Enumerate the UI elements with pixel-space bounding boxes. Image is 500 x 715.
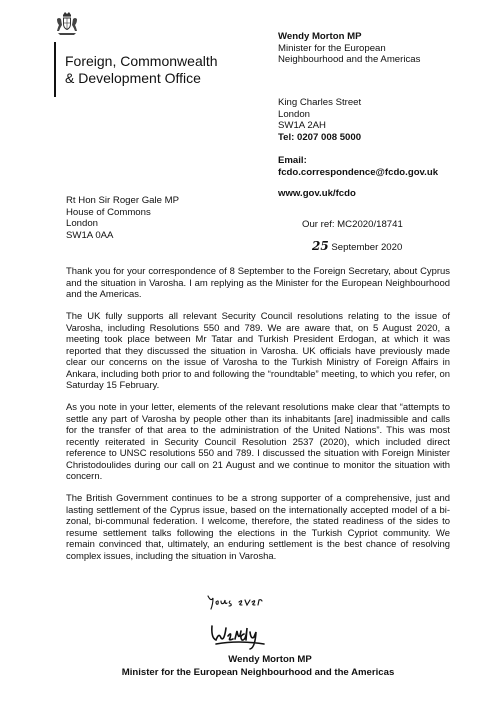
body-paragraph-4: The British Government continues to be a strong supporter of a comprehensive, just and lasting settlement of the Cyprus issue, based on the internationally accepted model of a bi-zonal, bi-communal federation. I welcome, therefore, the stated readiness of the sides to resume settlement talks following the elections in the Turkish Cypriot community. We remain convinced that, ultimately, an enduring settlement is the best chance of resolving complex issues, including the situation in Varosha. [66, 493, 450, 562]
sender-block [278, 31, 420, 66]
organisation-line-1: Foreign, Commonwealth [65, 53, 218, 69]
signature [208, 618, 288, 652]
letter-body [66, 266, 450, 573]
recipient-line-1: Rt Hon Sir Roger Gale MP [66, 195, 180, 206]
sender-address [278, 97, 361, 143]
body-paragraph-1: Thank you for your correspondence of 8 September to the Foreign Secretary, about Cyprus and the situation in Varosha. I am replying as the Minister for the European Neighbourhood and the Americas. [66, 266, 450, 300]
address-line-1: King Charles Street [278, 97, 362, 108]
email-address[interactable]: fcdo.correspondence@fcdo.gov.uk [278, 166, 439, 178]
date-month-year: September 2020 [328, 242, 403, 253]
address-line-2: London [278, 108, 311, 120]
sender-name: Wendy Morton MP [278, 31, 362, 42]
recipient-line-2: House of Commons [66, 206, 151, 218]
date-day-handwritten: 25 [312, 239, 329, 253]
website-link[interactable]: www.gov.uk/fcdo [278, 188, 356, 199]
body-paragraph-3: As you note in your letter, elements of the relevant resolutions make clear that “attempts to settle any part of Varosha by people other than its inhabitants [are] inadmissible and calls for the transfer of that area to the administration of the United Nations”. This was most recently reiterated in Security Council Resolution 2537 (2020), which included direct reference to UNSC resolutions 550 and 789. I discussed the situation with Foreign Minister Christodoulides during our call on 21 August and we continue to monitor the situation with concern. [66, 402, 450, 482]
email-block [278, 155, 438, 178]
letterhead-rule [54, 42, 56, 97]
organisation-line-2: & Development Office [65, 70, 201, 86]
letter-date [312, 239, 402, 253]
organisation-name [65, 53, 218, 87]
royal-coat-of-arms-icon [54, 11, 80, 37]
signatory-name: Wendy Morton MP [228, 654, 312, 665]
recipient-address [66, 195, 179, 241]
recipient-line-3: London [66, 218, 99, 230]
telephone: Tel: 0207 008 5000 [278, 131, 362, 143]
recipient-line-4: SW1A 0AA [66, 229, 114, 241]
sender-role-line-2: Neighbourhood and the Americas [278, 54, 421, 65]
handwritten-closing [205, 590, 265, 614]
email-label: Email: [278, 155, 307, 166]
sender-role-line-1: Minister for the European [278, 42, 386, 54]
signatory-role: Minister for the European Neighbourhood and the Americas [121, 667, 395, 678]
address-line-3: SW1A 2AH [278, 120, 326, 131]
our-reference: Our ref: MC2020/18741 [302, 219, 403, 230]
body-paragraph-2: The UK fully supports all relevant Security Council resolutions relating to the issue of Varosha, including Resolutions 550 and 789. We are aware that, on 5 August 2020, a meeting took place between Mr Tatar and Turkish President Erdogan, at which it was reported that they discussed the situation in Varosha. UK officials have previously made clear our concerns on the issue of Varosha to the Turkish Ministry of Foreign Affairs in Ankara, including both prior to and following the “roundtable” meeting, to which you refer, on Saturday 15 February. [66, 311, 450, 391]
